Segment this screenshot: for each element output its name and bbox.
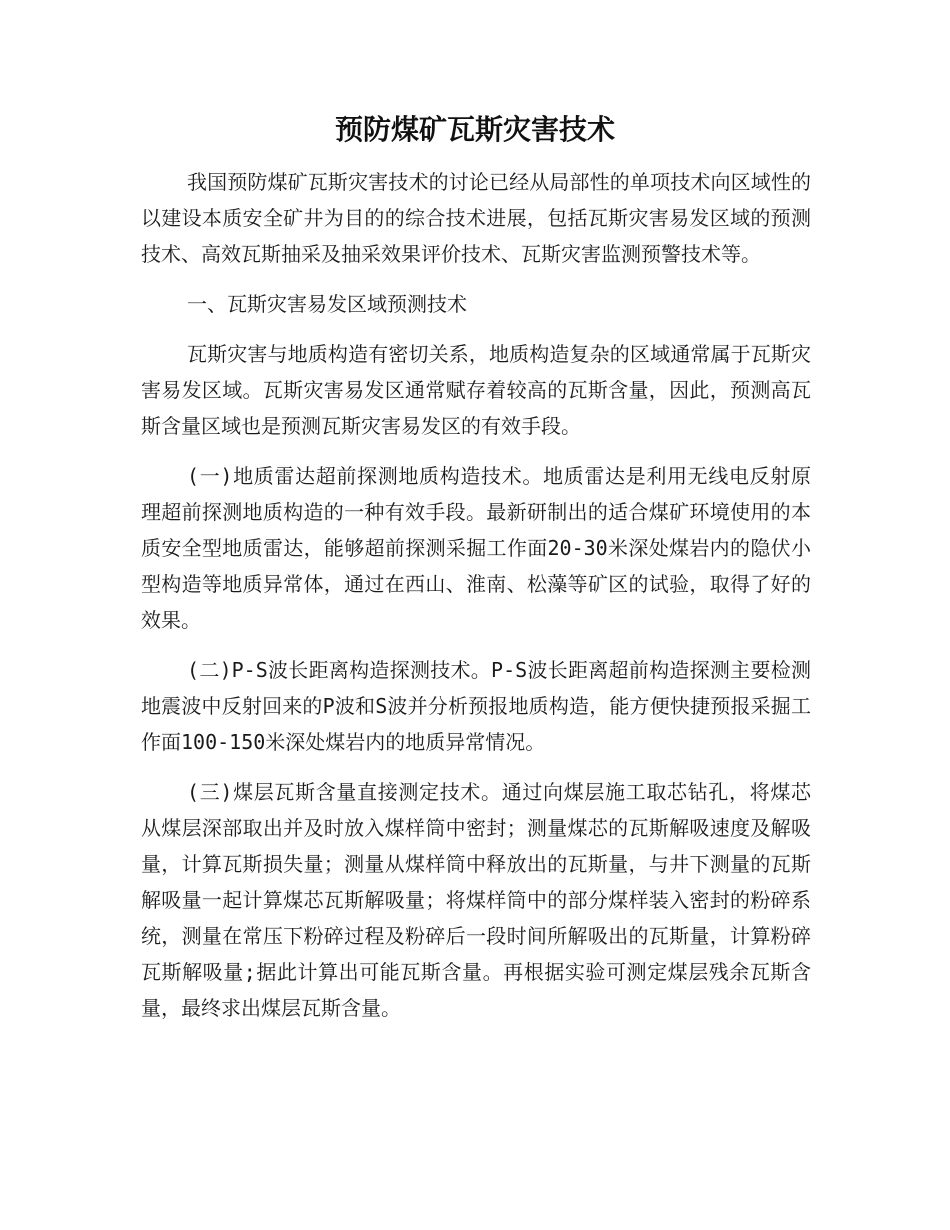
document-body <box>141 164 811 1040</box>
paragraph-item-3: (三)煤层瓦斯含量直接测定技术。通过向煤层施工取芯钻孔，将煤芯从煤层深部取出并及时放入煤样筒中密封；测量煤芯的瓦斯解吸速度及解吸量，计算瓦斯损失量；测量从煤样筒中释放出的瓦斯量，与井下测量的瓦斯解吸量一起计算煤芯瓦斯解吸量；将煤样筒中的部分煤样装入密封的粉碎系统，测量在常压下粉碎过程及粉碎后一段时间所解吸出的瓦斯量，计算粉碎瓦斯解吸量;据此计算出可能瓦斯含量。再根据实验可测定煤层残余瓦斯含量，最终求出煤层瓦斯含量。 <box>141 780 811 1020</box>
paragraph-section-1: 瓦斯灾害与地质构造有密切关系，地质构造复杂的区域通常属于瓦斯灾害易发区域。瓦斯灾害易发区通常赋存着较高的瓦斯含量，因此，预测高瓦斯含量区域也是预测瓦斯灾害易发区的有效手段。 <box>141 342 811 438</box>
document-title: 预防煤矿瓦斯灾害技术 <box>334 113 615 146</box>
paragraph-intro: 我国预防煤矿瓦斯灾害技术的讨论已经从局部性的单项技术向区域性的以建设本质安全矿井为目的的综合技术进展，包括瓦斯灾害易发区域的预测技术、高效瓦斯抽采及抽采效果评价技术、瓦斯灾害监测预警技术等。 <box>141 170 811 266</box>
paragraph-item-2: (二)P-S波长距离构造探测技术。P-S波长距离超前构造探测主要检测地震波中反射回来的P波和S波并分析预报地质构造，能方便快捷预报采掘工作面100-150米深处煤岩内的地质异常情况。 <box>141 658 811 754</box>
paragraph-item-1: (一)地质雷达超前探测地质构造技术。地质雷达是利用无线电反射原理超前探测地质构造的一种有效手段。最新研制出的适合煤矿环境使用的本质安全型地质雷达，能够超前探测采掘工作面20-30米深处煤岩内的隐伏小型构造等地质异常体，通过在西山、淮南、松藻等矿区的试验，取得了好的效果。 <box>141 464 811 632</box>
section-heading-1: 一、瓦斯灾害易发区域预测技术 <box>187 292 467 316</box>
